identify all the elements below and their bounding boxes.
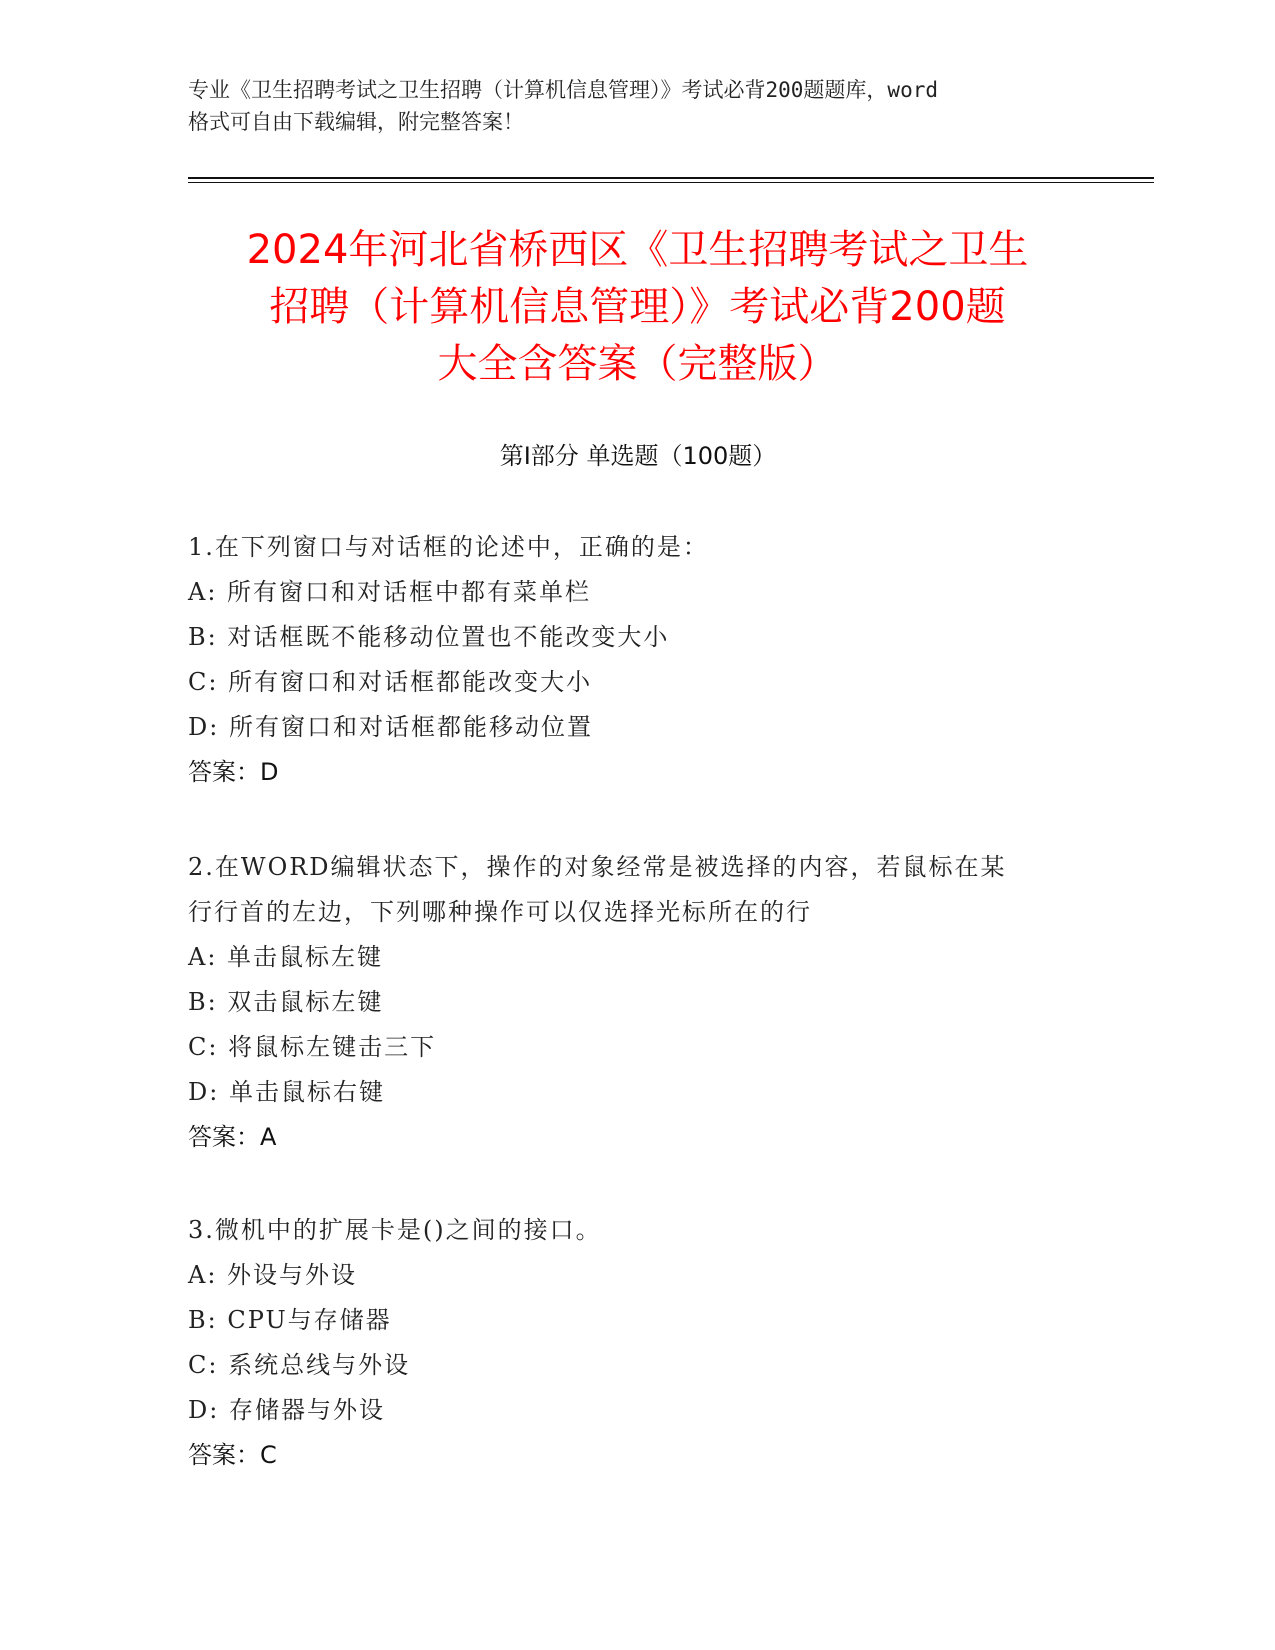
document-title [120,222,1155,393]
document-title-line: 2024年河北省桥西区《卫生招聘考试之卫生 [246,227,1029,273]
section-title: 第Ⅰ部分 单选题（100题） [499,442,777,470]
question-3 [188,1208,1088,1478]
option-a: A: 外设与外设 [188,1261,358,1289]
option-c: C: 所有窗口和对话框都能改变大小 [188,668,593,696]
option-b: B: CPU与存储器 [188,1306,392,1334]
header-note [188,74,1088,138]
question-stem: 3.微机中的扩展卡是()之间的接口。 [188,1216,602,1244]
option-c: C: 将鼠标左键击三下 [188,1033,437,1061]
answer: 答案：D [188,758,279,786]
question-2 [188,845,1088,1160]
header-divider-thin [188,182,1154,183]
header-note-line: 格式可自由下载编辑，附完整答案！ [188,110,524,134]
question-stem: 2.在WORD编辑状态下，操作的对象经常是被选择的内容，若鼠标在某 [188,853,1007,881]
option-a: A: 单击鼠标左键 [188,943,384,971]
option-b: B: 双击鼠标左键 [188,988,384,1016]
header-divider [188,177,1154,179]
header-note-line: 专业《卫生招聘考试之卫生招聘（计算机信息管理）》考试必背200题题库，word [188,78,938,102]
question-1 [188,525,1088,795]
question-stem: 行行首的左边，下列哪种操作可以仅选择光标所在的行 [188,898,812,926]
option-a: A: 所有窗口和对话框中都有菜单栏 [188,578,592,606]
option-c: C: 系统总线与外设 [188,1351,411,1379]
option-d: D: 所有窗口和对话框都能移动位置 [188,713,593,741]
option-d: D: 存储器与外设 [188,1396,385,1424]
document-title-line: 大全含答案（完整版） [437,341,838,387]
answer: 答案：A [188,1123,277,1151]
document-title-line: 招聘（计算机信息管理）》考试必背200题 [269,284,1006,330]
question-stem: 1.在下列窗口与对话框的论述中，正确的是： [188,533,709,561]
answer: 答案：C [188,1441,277,1469]
option-b: B: 对话框既不能移动位置也不能改变大小 [188,623,670,651]
option-d: D: 单击鼠标右键 [188,1078,385,1106]
